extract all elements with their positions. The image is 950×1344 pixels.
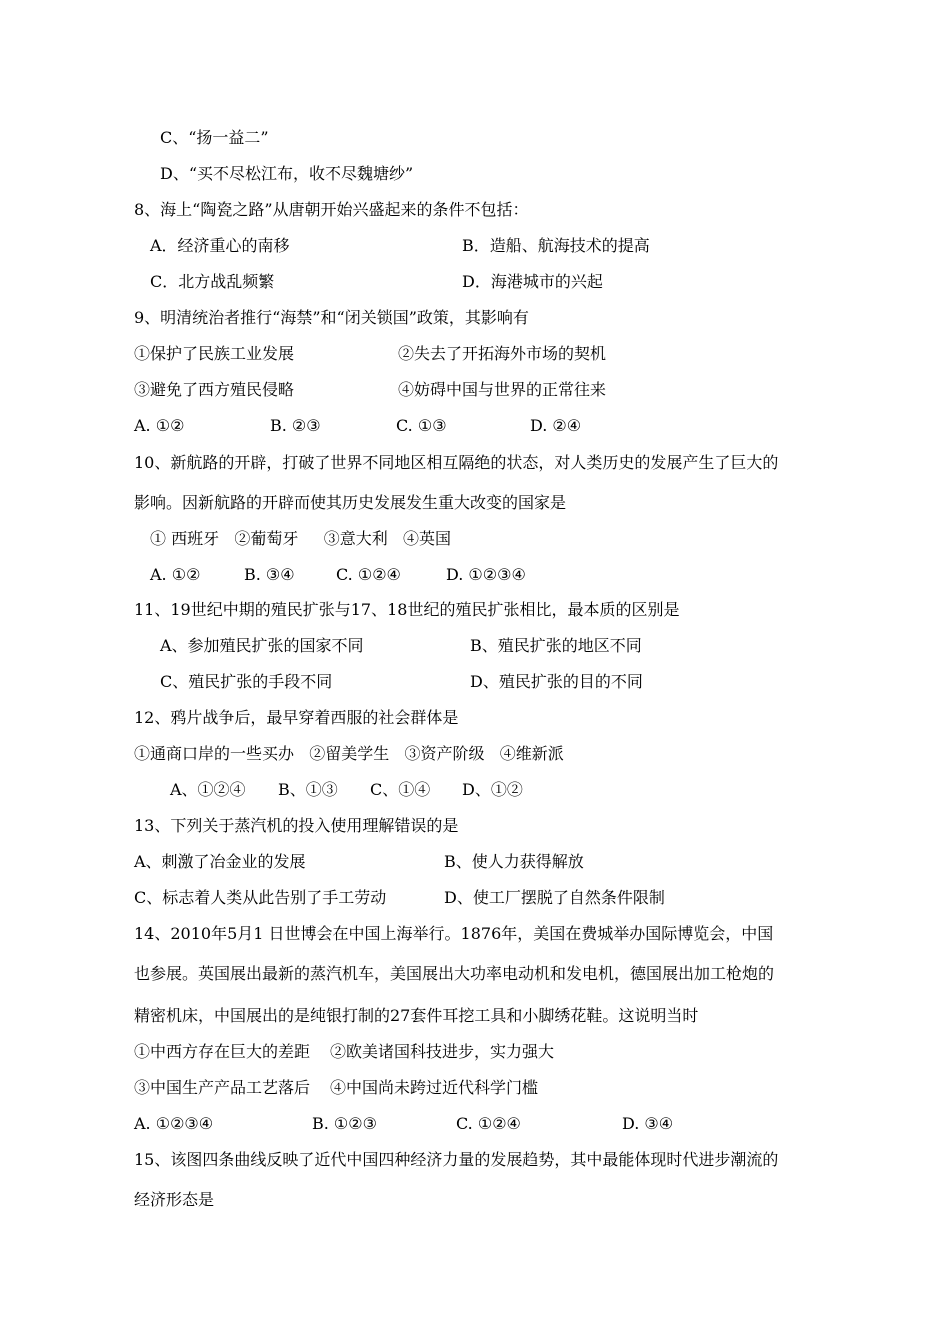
q14-statement-4: ④中国尚未跨过近代科学门槛 — [330, 1078, 539, 1097]
q15-stem-line2: 经济形态是 — [134, 1190, 215, 1209]
q9-statement-2: ②失去了开拓海外市场的契机 — [398, 344, 607, 363]
q10-option-a: A. ①② — [150, 565, 201, 584]
q10-items: ① 西班牙 ②葡萄牙 ③意大利 ④英国 — [150, 529, 452, 548]
q11-option-c: C、殖民扩张的手段不同 — [160, 672, 333, 691]
q9-statement-4: ④妨碍中国与世界的正常往来 — [398, 380, 607, 399]
q15-stem-line1: 15、该图四条曲线反映了近代中国四种经济力量的发展趋势，其中最能体现时代进步潮流的 — [134, 1150, 779, 1169]
q7-option-d: D、“买不尽松江布，收不尽魏塘纱” — [160, 164, 414, 183]
q12-option-c: C、①④ — [370, 780, 431, 799]
q7-option-c: C、“扬一益二” — [160, 128, 269, 147]
q13-option-d: D、使工厂摆脱了自然条件限制 — [444, 888, 665, 907]
q10-option-b: B. ③④ — [244, 565, 295, 584]
q8-option-d: D．海港城市的兴起 — [462, 272, 603, 291]
q11-option-d: D、殖民扩张的目的不同 — [470, 672, 643, 691]
q12-items: ①通商口岸的一些买办 ②留美学生 ③资产阶级 ④维新派 — [134, 744, 564, 763]
q10-stem-line1: 10、新航路的开辟，打破了世界不同地区相互隔绝的状态，对人类历史的发展产生了巨大的 — [134, 453, 779, 472]
q10-stem-line2: 影响。因新航路的开辟而使其历史发展发生重大改变的国家是 — [134, 493, 567, 512]
q14-option-b: B. ①②③ — [312, 1114, 377, 1133]
q9-statement-1: ①保护了民族工业发展 — [134, 344, 295, 363]
q8-option-b: B．造船、航海技术的提高 — [462, 236, 650, 255]
q14-statement-3: ③中国生产产品工艺落后 — [134, 1078, 311, 1097]
q14-stem-line2: 也参展。英国展出最新的蒸汽机车，美国展出大功率电动机和发电机，德国展出加工枪炮的 — [134, 964, 775, 983]
q9-option-b: B. ②③ — [270, 416, 321, 435]
q9-option-a: A. ①② — [134, 416, 185, 435]
q12-option-d: D、①② — [462, 780, 523, 799]
q14-option-d: D. ③④ — [622, 1114, 674, 1133]
q11-option-a: A、参加殖民扩张的国家不同 — [160, 636, 364, 655]
q13-stem: 13、下列关于蒸汽机的投入使用理解错误的是 — [134, 816, 459, 835]
q11-option-b: B、殖民扩张的地区不同 — [470, 636, 642, 655]
q13-option-b: B、使人力获得解放 — [444, 852, 584, 871]
q12-stem: 12、鸦片战争后，最早穿着西服的社会群体是 — [134, 708, 459, 727]
q14-stem-line1: 14、2010年5月1 日世博会在中国上海举行。1876年，美国在费城举办国际博览会，中国 — [134, 924, 774, 943]
q8-option-a: A．经济重心的南移 — [150, 236, 290, 255]
q10-option-d: D. ①②③④ — [446, 565, 526, 584]
q9-statement-3: ③避免了西方殖民侵略 — [134, 380, 295, 399]
q13-option-a: A、刺激了冶金业的发展 — [134, 852, 306, 871]
q12-option-b: B、①③ — [278, 780, 338, 799]
q14-option-a: A. ①②③④ — [134, 1114, 214, 1133]
q8-stem: 8、海上“陶瓷之路”从唐朝开始兴盛起来的条件不包括： — [134, 200, 529, 219]
q9-option-d: D. ②④ — [530, 416, 582, 435]
q10-option-c: C. ①②④ — [336, 565, 401, 584]
q14-option-c: C. ①②④ — [456, 1114, 521, 1133]
q9-stem: 9、明清统治者推行“海禁”和“闭关锁国”政策，其影响有 — [134, 308, 529, 327]
q14-stem-line3: 精密机床，中国展出的是纯银打制的27套件耳挖工具和小脚绣花鞋。这说明当时 — [134, 1006, 699, 1025]
q11-stem: 11、19世纪中期的殖民扩张与17、18世纪的殖民扩张相比，最本质的区别是 — [134, 600, 680, 619]
q12-option-a: A、①②④ — [170, 780, 246, 799]
q14-statement-1: ①中西方存在巨大的差距 — [134, 1042, 311, 1061]
q8-option-c: C．北方战乱频繁 — [150, 272, 275, 291]
q9-option-c: C. ①③ — [396, 416, 447, 435]
q13-option-c: C、标志着人类从此告别了手工劳动 — [134, 888, 387, 907]
q14-statement-2: ②欧美诸国科技进步，实力强大 — [330, 1042, 555, 1061]
